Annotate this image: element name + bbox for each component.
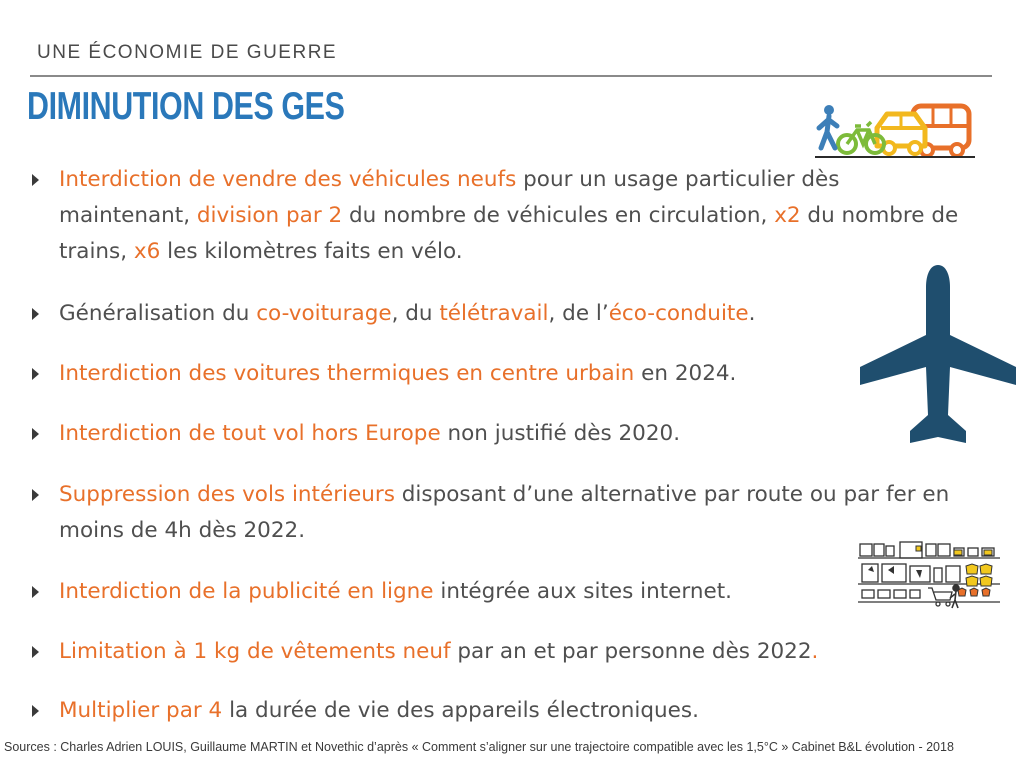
measure-text [59,634,962,670]
plain-text: du nombre de véhicules en circulation, [342,203,775,228]
plain-text: pour un usage particulier dès maintenant, [59,167,840,228]
highlight: Interdiction de la publicité en ligne [59,579,434,604]
bullet-arrow-icon [32,586,39,598]
section-kicker: UNE ÉCONOMIE DE GUERRE [37,42,338,63]
plain-text: par an et par personne dès 2022 [450,639,812,664]
highlight: x6 [133,239,161,264]
bullet-arrow-icon [32,705,39,717]
plain-text: la durée de vie des appareils électroniques. [222,698,699,723]
measure-text [59,477,962,549]
bullet-arrow-icon [32,308,39,320]
bullet-arrow-icon [32,646,39,658]
slide-title: DIMINUTION DES GES [27,85,345,128]
measure-text [59,162,962,270]
measure-item [32,693,962,729]
highlight: x2 [774,203,801,228]
plain-text: les kilomètres faits en vélo. [160,239,463,264]
sources-footnote: Sources : Charles Adrien LOUIS, Guillaume MARTIN et Novethic d’après « Comment s’aligner sur une trajectoire compatible avec les 1,5°C » Cabinet B&L évolution - 2018 [4,740,954,754]
measure-text [59,356,962,392]
highlight: Interdiction de tout vol hors Europe [59,421,441,446]
bullet-arrow-icon [32,174,39,186]
highlight: Multiplier par 4 [59,698,223,723]
highlight: éco-conduite [608,301,749,326]
measure-item [32,416,962,452]
highlight: division par 2 [196,203,343,228]
plain-text: . [748,301,756,326]
highlight: Suppression des vols intérieurs [59,482,395,507]
highlight: . [811,639,819,664]
measure-item [32,296,962,332]
highlight: co-voiturage [256,301,392,326]
bullet-arrow-icon [32,368,39,380]
highlight: Interdiction de vendre des véhicules neufs [59,167,517,192]
measure-item [32,574,962,610]
highlight: Interdiction des voitures thermiques en centre urbain [59,361,635,386]
highlight: télétravail [439,301,549,326]
bullet-arrow-icon [32,489,39,501]
plain-text: Généralisation du [59,301,257,326]
measure-item [32,356,962,392]
measure-item [32,162,962,270]
plain-text: en 2024. [634,361,737,386]
measure-item [32,634,962,670]
measure-text [59,296,962,332]
plain-text: intégrée aux sites internet. [433,579,732,604]
bullet-arrow-icon [32,428,39,440]
plain-text: non justifié dès 2020. [440,421,681,446]
measure-item [32,477,962,549]
highlight: Limitation à 1 kg de vêtements neuf [59,639,451,664]
measure-text [59,574,962,610]
plain-text: disposant d’une alternative par route ou par fer en moins de 4h dès 2022. [59,482,950,543]
measure-text [59,693,962,729]
plain-text: , de l’ [548,301,609,326]
measure-text [59,416,962,452]
plain-text: du nombre de trains, [59,203,959,264]
plain-text: , du [391,301,440,326]
